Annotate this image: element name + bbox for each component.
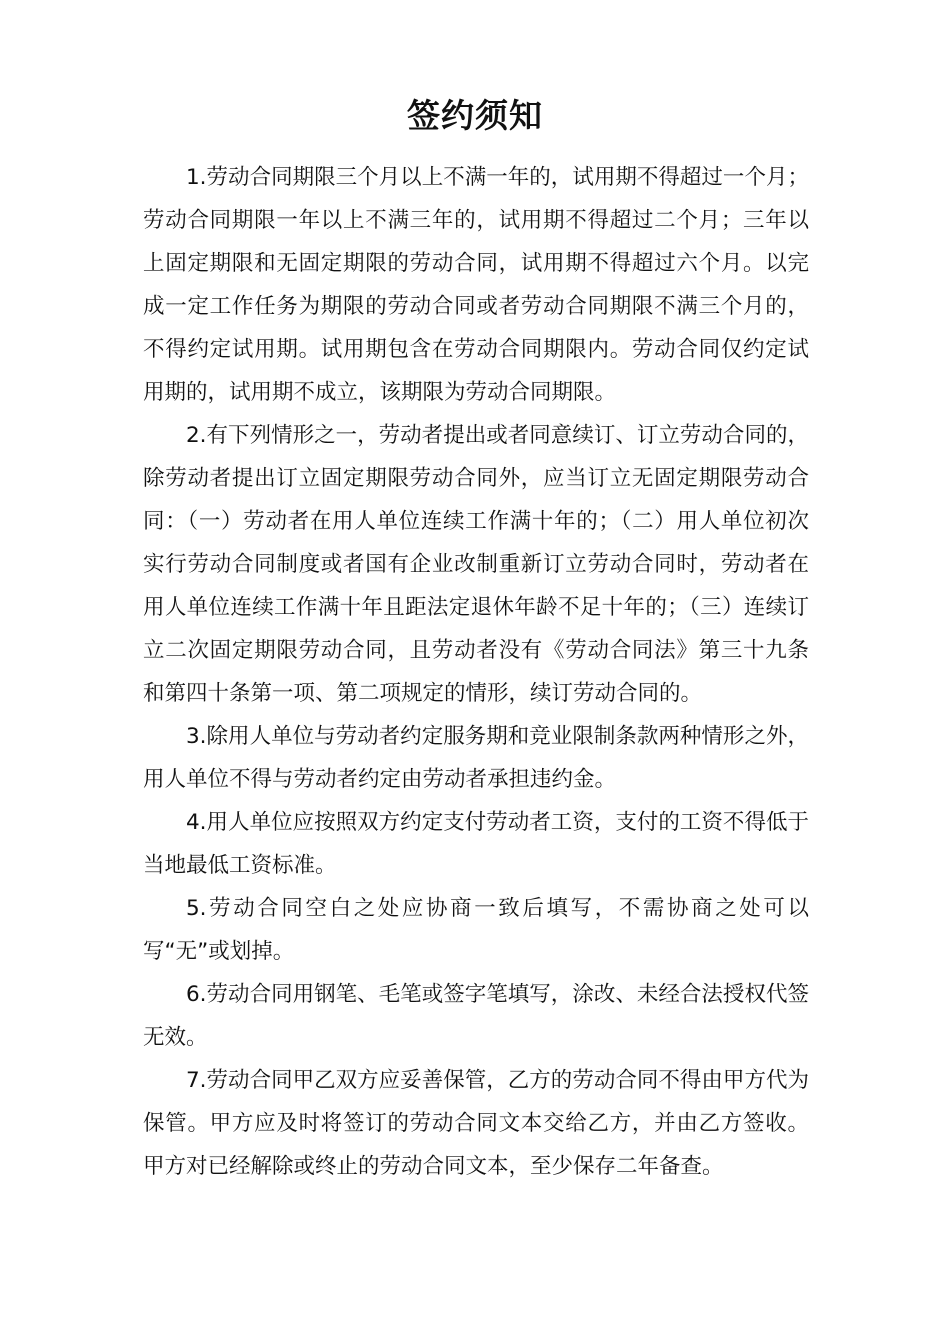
clause-3: 3.除用人单位与劳动者约定服务期和竞业限制条款两种情形之外，用人单位不得与劳动者约定由劳动者承担违约金。 (143, 724, 809, 792)
clause-1: 1.劳动合同期限三个月以上不满一年的，试用期不得超过一个月；劳动合同期限一年以上不满三年的，试用期不得超过二个月；三年以上固定期限和无固定期限的劳动合同，试用期不得超过六个月。以完成一定工作任务为期限的劳动合同或者劳动合同期限不满三个月的，不得约定试用期。试用期包含在劳动合同期限内。劳动合同仅约定试用期的，试用期不成立，该期限为劳动合同期限。 (143, 165, 809, 405)
clause-2: 2.有下列情形之一，劳动者提出或者同意续订、订立劳动合同的，除劳动者提出订立固定期限劳动合同外，应当订立无固定期限劳动合同：（一）劳动者在用人单位连续工作满十年的；（二）用人单位初次实行劳动合同制度或者国有企业改制重新订立劳动合同时，劳动者在用人单位连续工作满十年且距法定退休年龄不足十年的；（三）连续订立二次固定期限劳动合同，且劳动者没有《劳动合同法》第三十九条和第四十条第一项、第二项规定的情形，续订劳动合同的。 (143, 423, 809, 706)
clause-6: 6.劳动合同用钢笔、毛笔或签字笔填写，涂改、未经合法授权代签无效。 (143, 982, 809, 1050)
document-title: 签约须知 (407, 96, 543, 135)
clause-7: 7.劳动合同甲乙双方应妥善保管，乙方的劳动合同不得由甲方代为保管。甲方应及时将签订的劳动合同文本交给乙方，并由乙方签收。甲方对已经解除或终止的劳动合同文本，至少保存二年备查。 (143, 1068, 809, 1179)
clause-list (143, 156, 809, 1188)
clause-4: 4.用人单位应按照双方约定支付劳动者工资，支付的工资不得低于当地最低工资标准。 (143, 810, 809, 878)
clause-5: 5.劳动合同空白之处应协商一致后填写，不需协商之处可以写“无”或划掉。 (143, 896, 809, 964)
